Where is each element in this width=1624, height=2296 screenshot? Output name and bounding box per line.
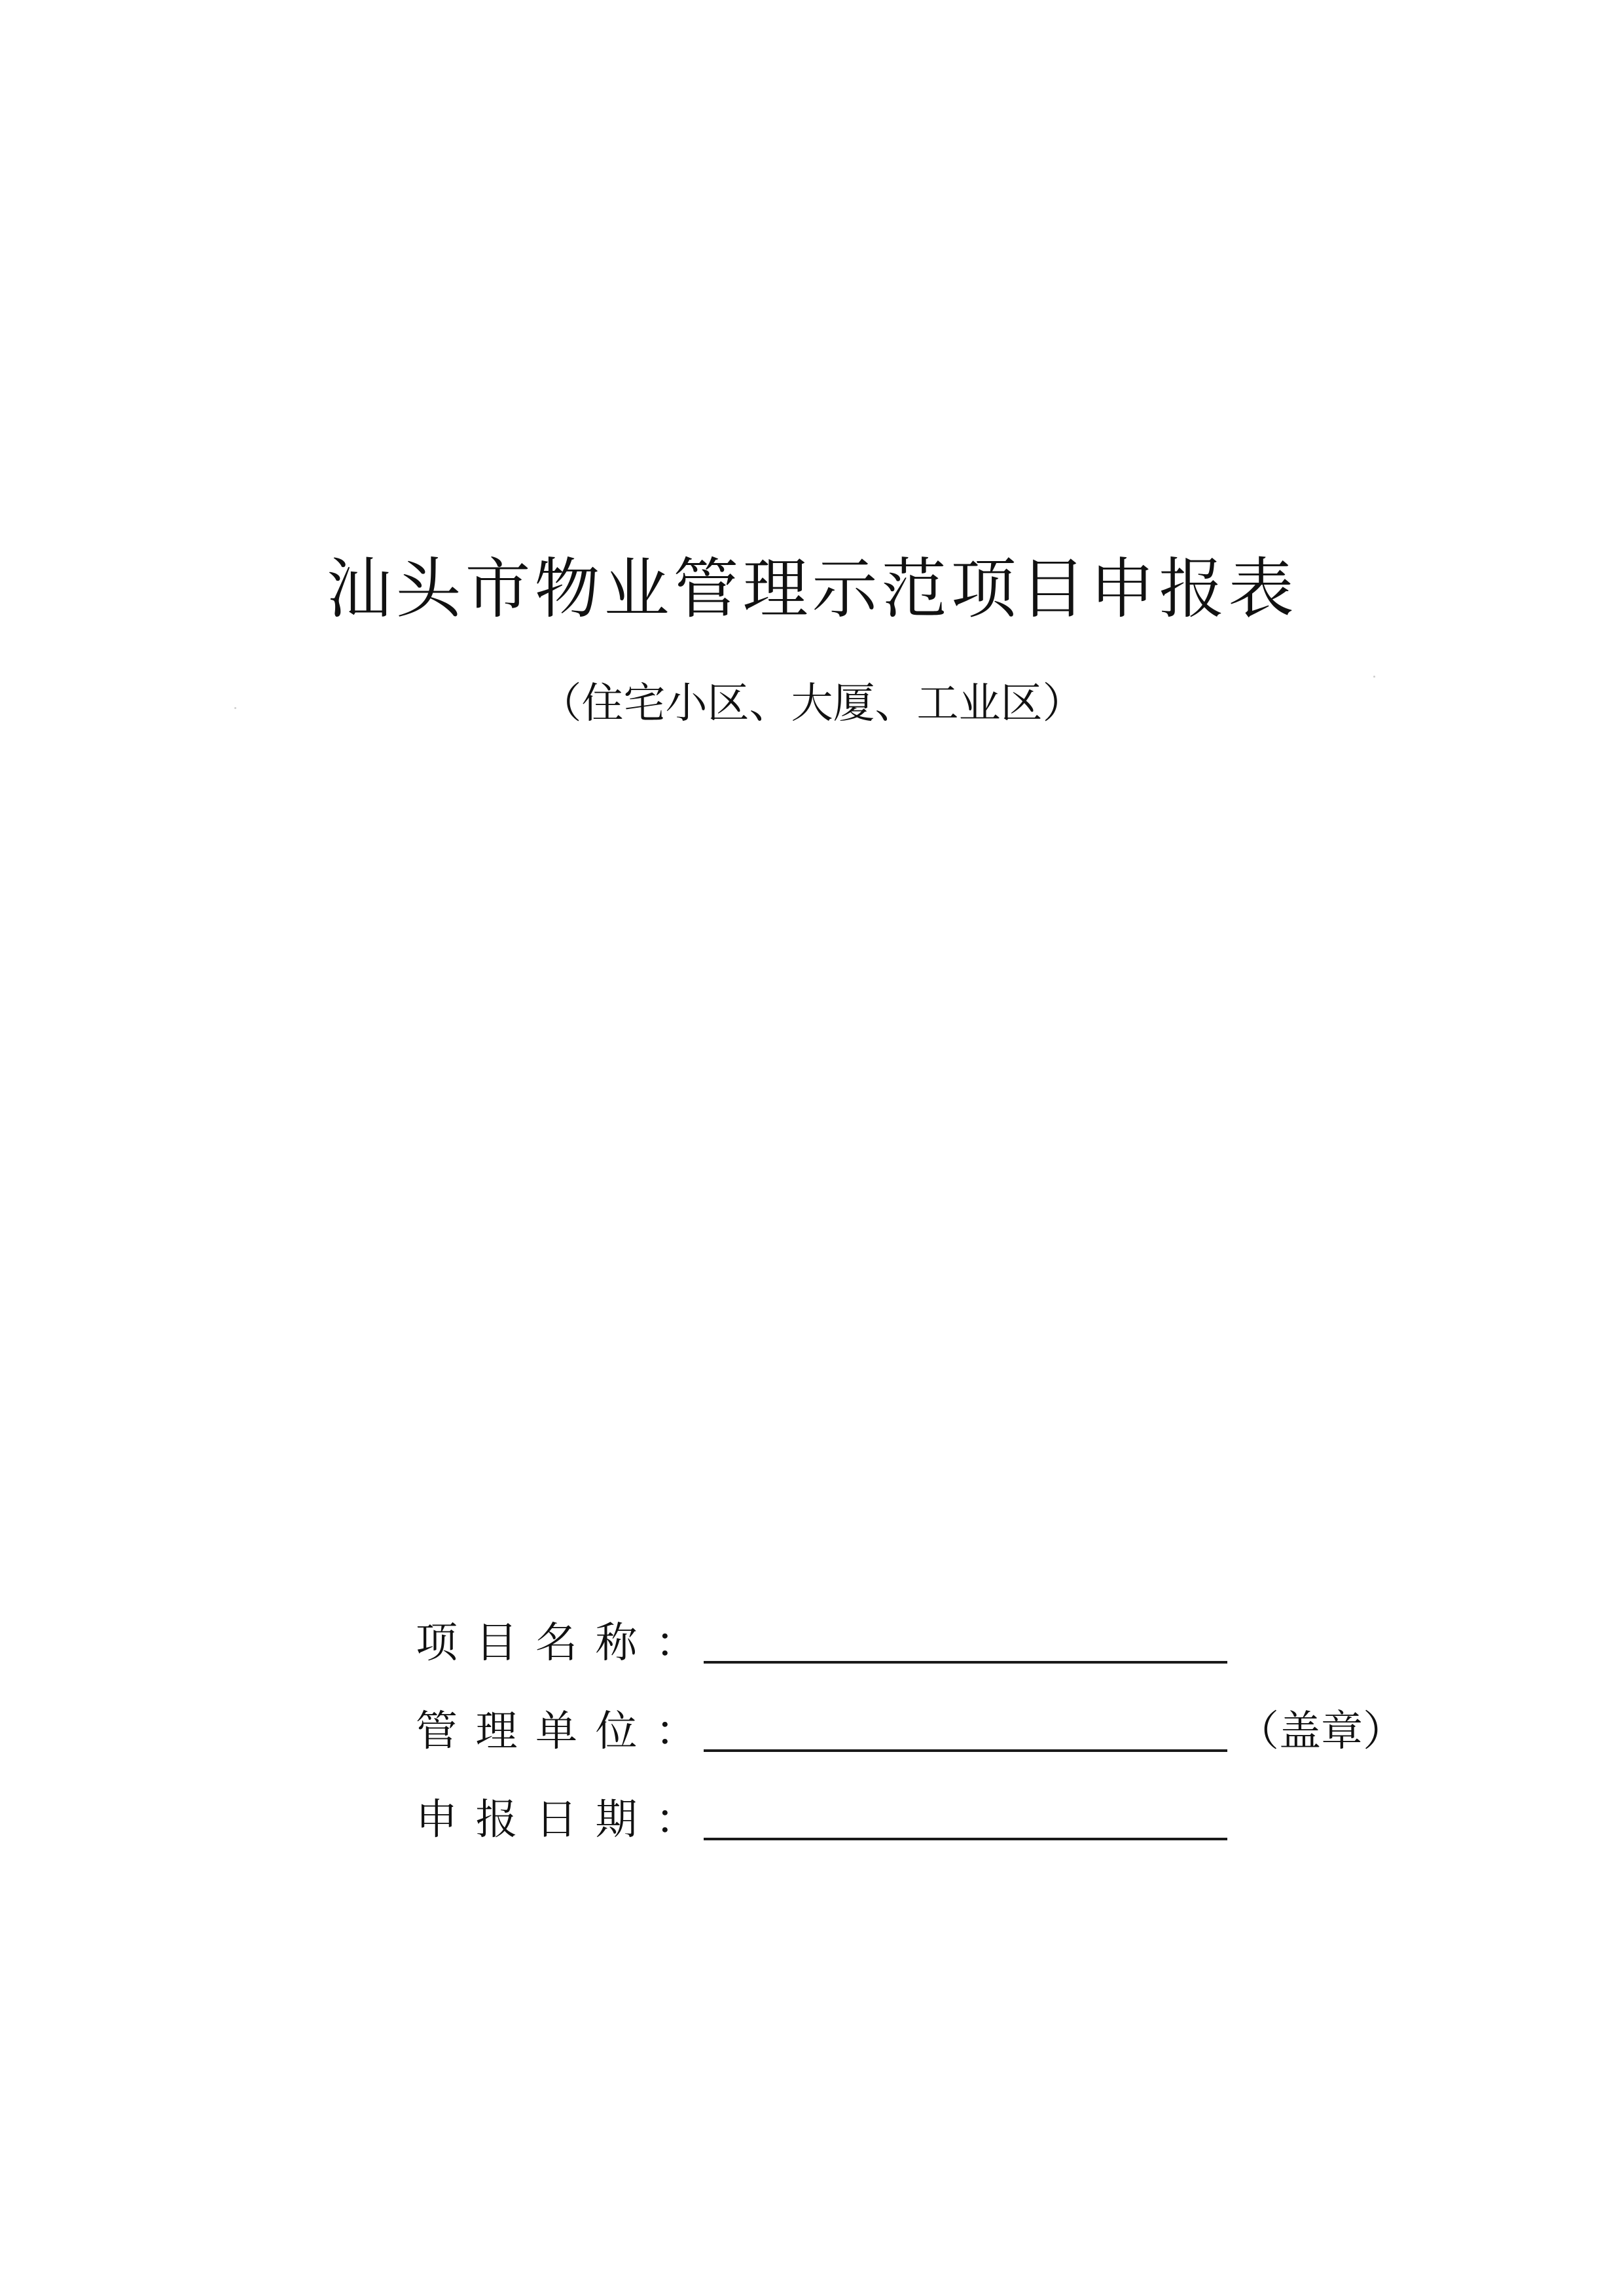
label-colon: ： bbox=[655, 1796, 697, 1844]
document-subtitle: （住宅小区、大厦、工业区） bbox=[539, 680, 1085, 728]
document-title: 汕头市物业管理示范项目申报表 bbox=[326, 551, 1298, 627]
label-char: 称 bbox=[595, 1619, 638, 1667]
label-char: 理 bbox=[475, 1707, 518, 1756]
scan-speck bbox=[234, 707, 236, 709]
label-char: 期 bbox=[595, 1796, 638, 1844]
application-date-label bbox=[416, 1787, 697, 1853]
scan-speck bbox=[1373, 676, 1375, 678]
label-char: 申 bbox=[416, 1796, 458, 1844]
label-colon: ： bbox=[655, 1619, 697, 1667]
label-char: 项 bbox=[416, 1619, 458, 1667]
label-char: 名 bbox=[535, 1619, 577, 1667]
label-char: 单 bbox=[535, 1707, 577, 1756]
label-char: 管 bbox=[416, 1707, 458, 1756]
seal-note: （盖章） bbox=[1237, 1707, 1405, 1756]
label-char: 日 bbox=[535, 1796, 577, 1844]
label-char: 位 bbox=[595, 1707, 638, 1756]
management-unit-field[interactable] bbox=[704, 1749, 1227, 1752]
project-name-field[interactable] bbox=[704, 1661, 1227, 1664]
label-char: 目 bbox=[475, 1619, 518, 1667]
project-name-label bbox=[416, 1611, 697, 1676]
label-char: 报 bbox=[475, 1796, 518, 1844]
application-date-field[interactable] bbox=[704, 1838, 1227, 1840]
label-colon: ： bbox=[655, 1707, 697, 1756]
management-unit-label bbox=[416, 1699, 697, 1764]
